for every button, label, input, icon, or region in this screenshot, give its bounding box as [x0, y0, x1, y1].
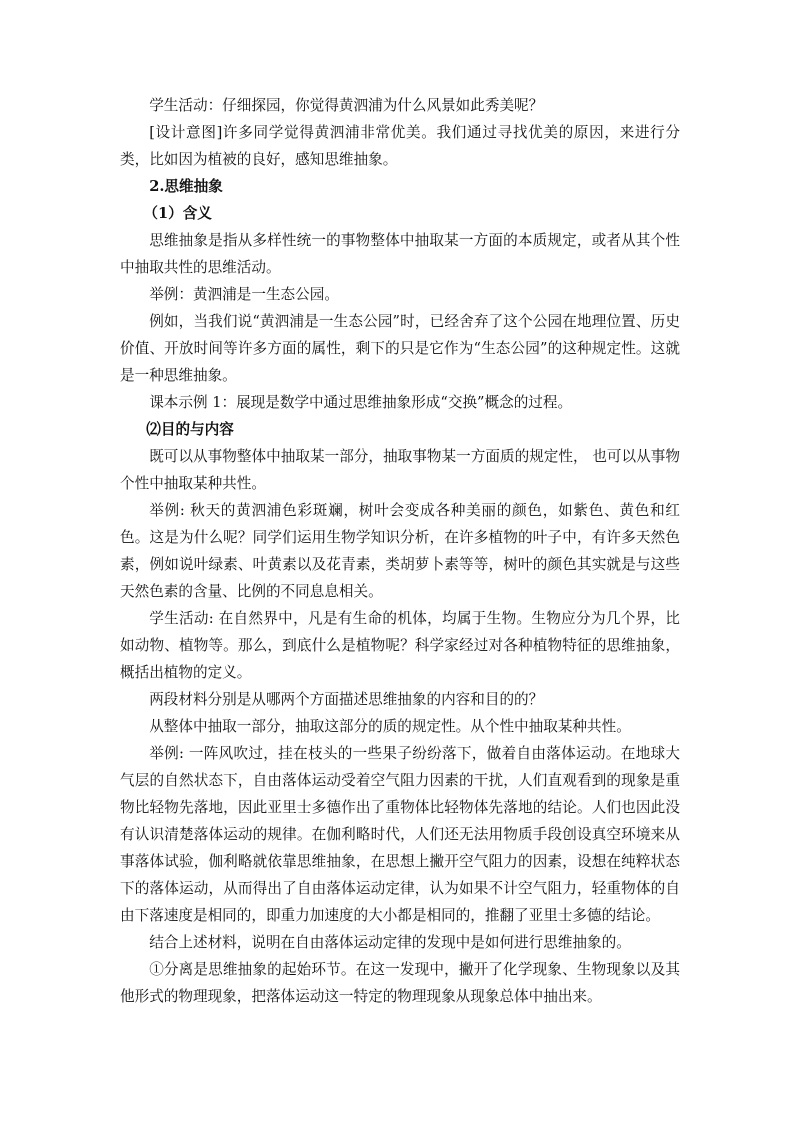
paragraph-design-intent: [设计意图]许多同学觉得黄泗浦非常优美。我们通过寻找优美的原因，来进行分类，比如因为植被的良好，感知思维抽象。 — [120, 124, 680, 168]
paragraph-question-1: 两段材料分别是从哪两个方面描述思维抽象的内容和目的的？ — [149, 691, 544, 708]
paragraph-example-1: 举例：黄泗浦是一生态公园。 — [149, 286, 339, 303]
subheading-purpose-content: ⑵目的与内容 — [146, 421, 234, 438]
paragraph-answer-1: 从整体中抽取一部分，抽取这部分的质的规定性。从个性中抽取某种共性。 — [149, 718, 631, 735]
paragraph-example-explanation: 例如，当我们说“黄泗浦是一生态公园”时，已经舍弃了这个公园在地理位置、历史价值、开放时间等许多方面的属性，剩下的只是它作为“生态公园”的这种规定性。这就是一种思维抽象。 — [120, 313, 680, 384]
paragraph-definition: 思维抽象是指从多样性统一的事物整体中抽取某一方面的本质规定，或者从其个性中抽取共性的思维活动。 — [120, 232, 680, 276]
document-page — [120, 92, 680, 1010]
paragraph-student-activity-2: 学生活动: 在自然界中，凡是有生命的机体，均属于生物。生物应分为几个界，比如动物、植物等。那么，到底什么是植物呢？科学家经过对各种植物特征的思维抽象，概括出植物的定义。 — [120, 610, 680, 681]
paragraph-textbook-example: 课本示例 1：展现是数学中通过思维抽象形成“交换”概念的过程。 — [149, 394, 573, 411]
subheading-meaning: （1）含义 — [143, 205, 212, 222]
paragraph-example-autumn: 举例: 秋天的黄泗浦色彩斑斓，树叶会变成各种美丽的颜色，如紫色、黄色和红色。这是为什么呢？同学们运用生物学知识分析，在许多植物的叶子中，有许多天然色素，例如说叶绿素、叶黄素以及花青素，类胡萝卜素等等，树叶的颜色其实就是与这些天然色素的含量、比例的不同息息相关。 — [120, 502, 680, 600]
paragraph-student-activity-1: 学生活动：仔细探园，你觉得黄泗浦为什么风景如此秀美呢？ — [149, 97, 544, 114]
paragraph-separation-step: ①分离是思维抽象的起始环节。在这一发现中，撇开了化学现象、生物现象以及其他形式的物理现象，把落体运动这一特定的物理现象从现象总体中抽出来。 — [120, 961, 680, 1005]
paragraph-example-galileo: 举例: 一阵风吹过，挂在枝头的一些果子纷纷落下，做着自由落体运动。在地球大气层的自然状态下，自由落体运动受着空气阻力因素的干扰，人们直观看到的现象是重物比轻物先落地，因此亚里士多德作出了重物体比轻物体先落地的结论。人们也因此没有认识清楚落体运动的规律。在伽利略时代，人们还无法用物质手段创设真空环境来从事落体试验，伽利略就依靠思维抽象，在思想上撇开空气阻力的因素，设想在纯粹状态下的落体运动，从而得出了自由落体运动定律，认为如果不计空气阻力，轻重物体的自由下落速度是相同的，即重力加速度的大小都是相同的，推翻了亚里士多德的结论。 — [120, 745, 680, 924]
section-heading-thinking-abstraction: 2.思维抽象 — [149, 178, 223, 195]
paragraph-purpose: 既可以从事物整体中抽取某一部分，抽取事物某一方面质的规定性， 也可以从事物个性中抽取某种共性。 — [120, 448, 680, 492]
paragraph-question-2: 结合上述材料，说明在自由落体运动定律的发现中是如何进行思维抽象的。 — [149, 934, 631, 951]
